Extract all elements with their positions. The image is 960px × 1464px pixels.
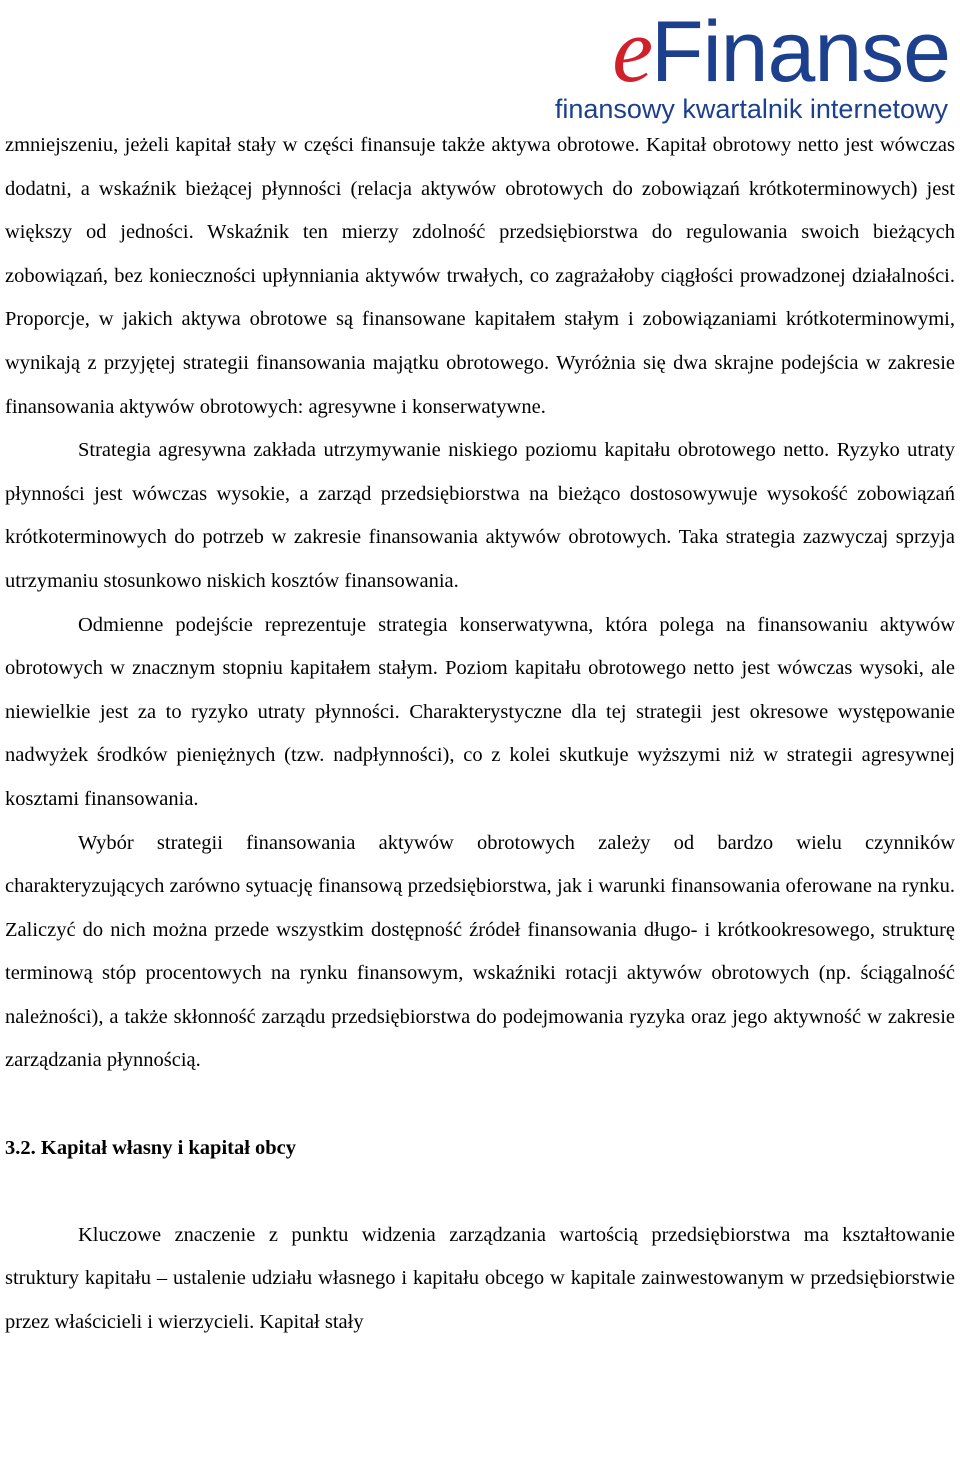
document-body [5,124,955,1345]
efinanse-logo [554,0,952,126]
paragraph-3: Odmienne podejście reprezentuje strategia konserwatywna, która polega na finansowaniu aktywów obrotowych w znacznym stopniu kapitałem stałym. Poziom kapitału obrotowego netto jest wówczas wysoki, ale niewielkie jest za to ryzyko utraty płynności. Charakterystyczne dla tej strategii jest okresowe występowanie nadwyżek środków pieniężnych (tzw. nadpłynności), co z kolei skutkuje wyższymi niż w strategii agresywnej kosztami finansowania. [5,613,955,810]
paragraph-5: Kluczowe znaczenie z punktu widzenia zarządzania wartością przedsiębiorstwa ma kształtowanie struktury kapitału – ustalenie udziału własnego i kapitału obcego w kapitale zainwestowanym w przedsiębiorstwie przez właścicieli i wierzycieli. Kapitał stały [5,1223,955,1334]
logo-e-letter: e [612,0,652,101]
logo-tagline: finansowy kwartalnik internetowy [554,94,948,124]
logo-wordmark [612,0,950,101]
paragraph-4: Wybór strategii finansowania aktywów obrotowych zależy od bardzo wielu czynników charakteryzujących zarówno sytuację finansową przedsiębiorstwa, jak i warunki finansowania oferowane na rynku. Zaliczyć do nich można przede wszystkim dostępność źródeł finansowania długo- i krótkookresowego, strukturę terminową stóp procentowych na rynku finansowym, wskaźniki rotacji aktywów obrotowych (np. ściągalność należności), a także skłonność zarządu przedsiębiorstwa do podejmowania ryzyka oraz jego aktywność w zakresie zarządzania płynnością. [5,831,955,1072]
logo-name: Finanse [651,4,950,100]
paragraph-1: zmniejszeniu, jeżeli kapitał stały w części finansuje także aktywa obrotowe. Kapitał obrotowy netto jest wówczas dodatni, a wskaźnik bieżącej płynności (relacja aktywów obrotowych do zobowiązań krótkoterminowych) jest większy od jedności. Wskaźnik ten mierzy zdolność przedsiębiorstwa do regulowania swoich bieżących zobowiązań, bez konieczności upłynniania aktywów trwałych, co zagrażałoby ciągłości prowadzonej działalności. Proporcje, w jakich aktywa obrotowe są finansowane kapitałem stałym i zobowiązaniami krótkoterminowymi, wynikają z przyjętej strategii finansowania majątku obrotowego. Wyróżnia się dwa skrajne podejścia w zakresie finansowania aktywów obrotowych: agresywne i konserwatywne. [5,134,955,418]
paragraph-2: Strategia agresywna zakłada utrzymywanie niskiego poziomu kapitału obrotowego netto. Ryzyko utraty płynności jest wówczas wysokie, a zarząd przedsiębiorstwa na bieżąco dostosowywuje wysokość zobowiązań krótkoterminowych do potrzeb w zakresie finansowania aktywów obrotowych. Taka strategia zazwyczaj sprzyja utrzymaniu stosunkowo niskich kosztów finansowania. [5,439,955,592]
section-heading: 3.2. Kapitał własny i kapitał obcy [5,1136,297,1159]
